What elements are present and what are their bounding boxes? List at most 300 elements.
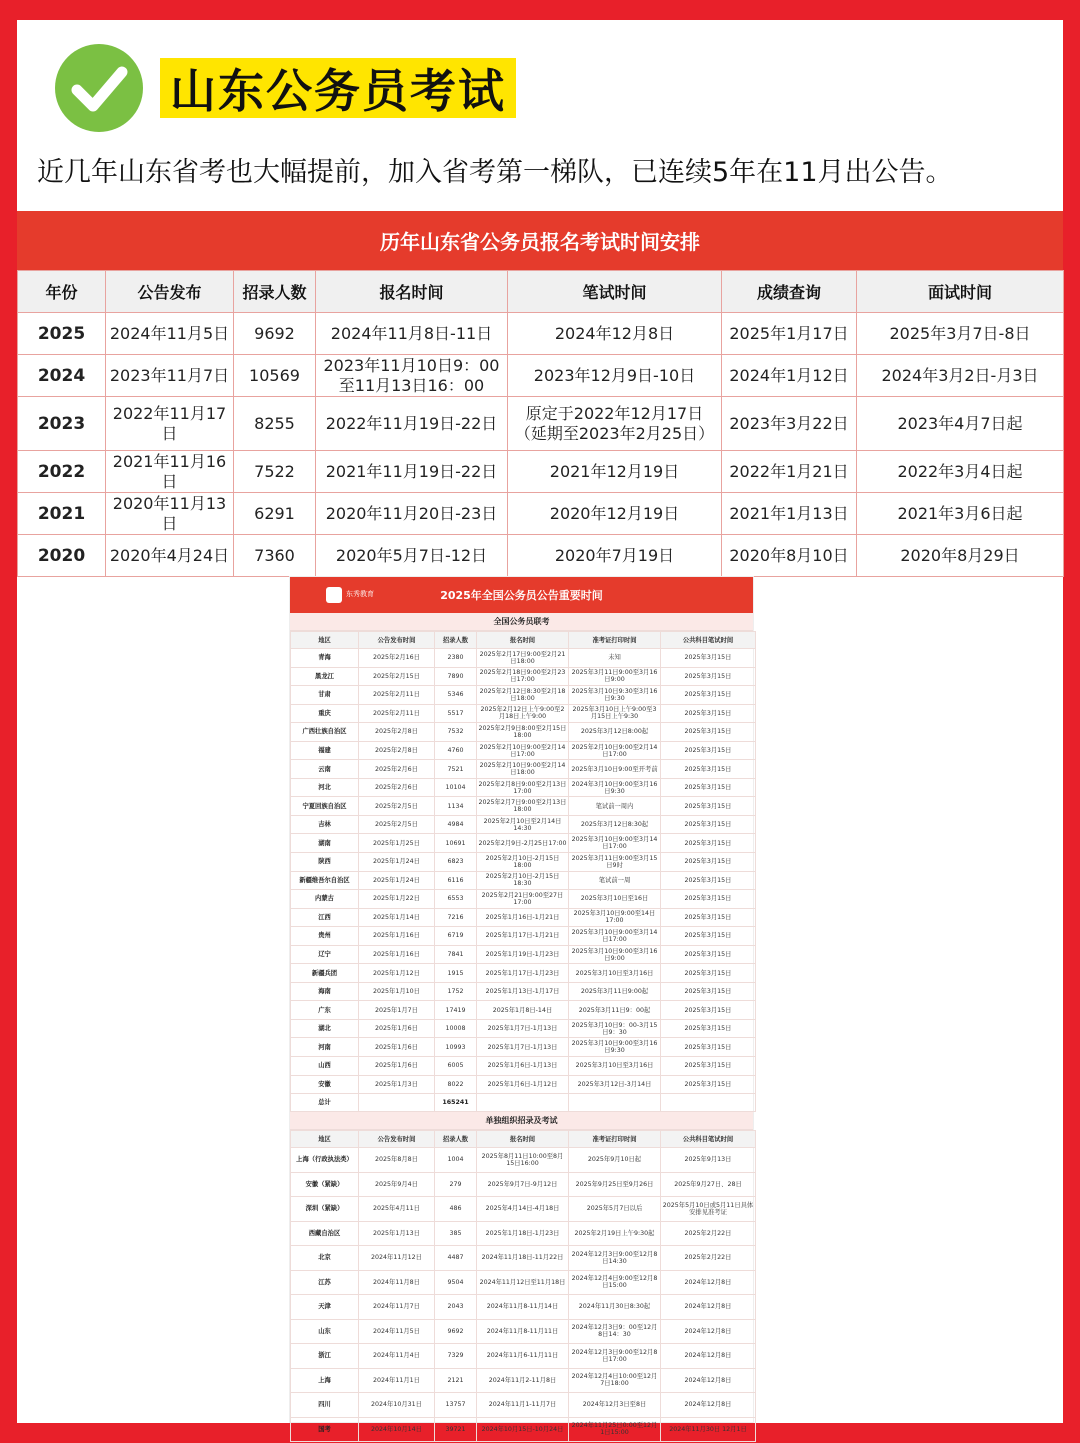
region-cell: 重庆 <box>291 704 359 723</box>
table-cell: 2024年11月6-11月11日 <box>477 1344 569 1369</box>
table-cell: 1752 <box>435 982 477 1001</box>
table-cell: 2025年3月15日 <box>661 1057 756 1076</box>
table-row <box>291 778 756 797</box>
table-cell: 2025年3月10日至3月16日 <box>569 964 661 983</box>
table-row <box>291 853 756 872</box>
table-cell: 2025年2月10日-2月15日18:30 <box>477 871 569 890</box>
table-cell: 39721 <box>435 1417 477 1442</box>
table-cell: 2024年10月31日 <box>359 1393 435 1418</box>
table-cell: 2025年2月10日9:00至2月14日18:00 <box>477 760 569 779</box>
table-cell: 2025年3月15日 <box>661 1001 756 1020</box>
table-cell: 2025年3月15日 <box>661 686 756 705</box>
region-cell: 西藏自治区 <box>291 1221 359 1246</box>
table-cell: 2025年3月12日-3月14日 <box>569 1075 661 1094</box>
table-cell: 2024年12月4日9:00至12月8日15:00 <box>569 1270 661 1295</box>
table-cell: 2121 <box>435 1368 477 1393</box>
table-cell: 2025年9月4日 <box>359 1172 435 1197</box>
table-cell: 6291 <box>234 493 316 535</box>
region-cell: 国考 <box>291 1417 359 1442</box>
table-row <box>291 1344 756 1369</box>
table-cell: 2024年10月14日 <box>359 1417 435 1442</box>
table-cell: 2025年1月13日 <box>359 1221 435 1246</box>
table-cell: 2025年2月6日 <box>359 778 435 797</box>
table-cell: 2025年2月11日 <box>359 686 435 705</box>
table-row <box>291 1197 756 1222</box>
table-cell: 2024年12月4日10:00至12月7日18:00 <box>569 1368 661 1393</box>
table-cell: 10569 <box>234 355 316 397</box>
table-cell: 2025年3月15日 <box>661 797 756 816</box>
region-cell: 新疆兵团 <box>291 964 359 983</box>
table-row <box>291 1148 756 1173</box>
table-cell: 2025年5月7日以后 <box>569 1197 661 1222</box>
table-row <box>291 686 756 705</box>
brand-logo-icon <box>326 587 342 603</box>
table-row <box>291 1393 756 1418</box>
region-cell: 山西 <box>291 1057 359 1076</box>
table-row <box>291 927 756 946</box>
table-cell: 2024年11月30日 12月1日 <box>661 1417 756 1442</box>
table-cell: 2025年3月15日 <box>661 945 756 964</box>
table-row <box>291 649 756 668</box>
table-cell: 2024年12月8日 <box>661 1368 756 1393</box>
table-cell: 2025年1月16日 <box>359 927 435 946</box>
region-cell: 新疆维吾尔自治区 <box>291 871 359 890</box>
table-cell: 2020年5月7日-12日 <box>316 535 508 577</box>
table-cell: 2020年8月29日 <box>857 535 1064 577</box>
region-cell: 河北 <box>291 778 359 797</box>
joint-exam-table <box>290 631 756 1112</box>
table-row <box>291 760 756 779</box>
embedded-header <box>290 577 753 613</box>
table-cell: 2024年10月15日-10月24日 <box>477 1417 569 1442</box>
table-cell: 2025年1月6日 <box>359 1038 435 1057</box>
table-cell: 2024年1月12日 <box>722 355 857 397</box>
year-cell: 2021 <box>18 493 106 535</box>
table-cell: 2024年3月10日9:00至3月16日9:30 <box>569 778 661 797</box>
region-cell: 北京 <box>291 1246 359 1271</box>
table-cell: 13757 <box>435 1393 477 1418</box>
table-cell: 2024年12月8日 <box>661 1270 756 1295</box>
table-cell: 2024年12月3日至8日 <box>569 1393 661 1418</box>
column-header: 公告发布时间 <box>359 1131 435 1148</box>
region-cell: 陕西 <box>291 853 359 872</box>
section-title-joint-exam: 全国公务员联考 <box>290 613 753 631</box>
table-cell: 2025年3月10日9:00至3月16日9:00 <box>569 945 661 964</box>
region-cell: 甘肃 <box>291 686 359 705</box>
table-row <box>291 908 756 927</box>
table-cell: 2025年1月8日-14日 <box>477 1001 569 1020</box>
table-cell: 4760 <box>435 741 477 760</box>
table-cell: 2023年4月7日起 <box>857 397 1064 451</box>
table-cell: 2025年2月8日 <box>359 741 435 760</box>
table-cell: 5346 <box>435 686 477 705</box>
table-cell: 2043 <box>435 1295 477 1320</box>
region-cell: 上海（行政执法类） <box>291 1148 359 1173</box>
table-body <box>18 313 1064 577</box>
region-cell: 江苏 <box>291 1270 359 1295</box>
table-cell: 2024年11月2-11月8日 <box>477 1368 569 1393</box>
table-row <box>291 1038 756 1057</box>
table-cell: 2024年11月8日-11日 <box>316 313 508 355</box>
table-cell: 2025年1月17日-1月23日 <box>477 964 569 983</box>
region-cell: 广东 <box>291 1001 359 1020</box>
table-cell: 2024年11月1-11月7日 <box>477 1393 569 1418</box>
table-cell: 2025年2月15日 <box>359 667 435 686</box>
table-cell: 2022年3月4日起 <box>857 451 1064 493</box>
region-cell: 辽宁 <box>291 945 359 964</box>
table-cell: 4984 <box>435 815 477 834</box>
table-row <box>291 1172 756 1197</box>
table-cell: 2024年11月1日 <box>359 1368 435 1393</box>
table-cell: 2025年1月6日-1月13日 <box>477 1057 569 1076</box>
table-row <box>291 1019 756 1038</box>
table-cell: 2025年2月11日 <box>359 704 435 723</box>
page-title: 山东公务员考试 <box>170 64 506 118</box>
table-cell: 2024年11月30日8:30起 <box>569 1295 661 1320</box>
table-title: 历年山东省公务员报名考试时间安排 <box>17 211 1063 270</box>
table-cell: 2024年12月3日9：00至12月8日14：30 <box>569 1319 661 1344</box>
table-cell: 2022年11月17日 <box>106 397 234 451</box>
table-row <box>291 704 756 723</box>
table-cell: 2025年2月9日8:00至2月15日18:00 <box>477 723 569 742</box>
table-cell: 2025年2月10日9:00至2月14日17:00 <box>477 741 569 760</box>
table-cell: 原定于2022年12月17日（延期至2023年2月25日） <box>508 397 722 451</box>
column-header: 公告发布时间 <box>359 632 435 649</box>
table-cell: 2024年11月8-11月11日 <box>477 1319 569 1344</box>
column-header: 面试时间 <box>857 271 1064 313</box>
column-header: 地区 <box>291 632 359 649</box>
table-cell: 2025年1月16日-1月21日 <box>477 908 569 927</box>
embedded-schedule-image <box>289 576 754 1437</box>
table-cell: 9692 <box>435 1319 477 1344</box>
region-cell: 吉林 <box>291 815 359 834</box>
region-cell: 安徽（紧缺） <box>291 1172 359 1197</box>
table-row <box>291 871 756 890</box>
table-cell: 笔试前一周内 <box>569 797 661 816</box>
table-cell: 2023年12月9日-10日 <box>508 355 722 397</box>
table-row <box>291 1221 756 1246</box>
table-row <box>291 890 756 909</box>
table-cell: 2025年1月6日-1月12日 <box>477 1075 569 1094</box>
region-cell: 广西壮族自治区 <box>291 723 359 742</box>
table-cell: 2025年2月7日9:00至2月13日18:00 <box>477 797 569 816</box>
table-cell <box>569 1094 661 1112</box>
table-cell: 2025年3月10日9:00至3月14日17:00 <box>569 834 661 853</box>
table-row <box>291 1417 756 1442</box>
table-row <box>291 1057 756 1076</box>
table-cell: 2025年1月6日 <box>359 1019 435 1038</box>
table-cell: 2025年3月15日 <box>661 964 756 983</box>
section-title-independent-exam: 单独组织招录及考试 <box>290 1112 753 1130</box>
region-cell: 深圳（紧缺） <box>291 1197 359 1222</box>
table-cell: 7890 <box>435 667 477 686</box>
table-cell: 2024年11月4日 <box>359 1344 435 1369</box>
table-cell: 2025年1月10日 <box>359 982 435 1001</box>
independent-exam-table <box>290 1130 756 1442</box>
table-cell: 2025年4月14日-4月18日 <box>477 1197 569 1222</box>
table-cell: 8255 <box>234 397 316 451</box>
column-header: 报名时间 <box>316 271 508 313</box>
table-cell: 2025年2月16日 <box>359 649 435 668</box>
table-cell: 2020年12月19日 <box>508 493 722 535</box>
table-cell: 9692 <box>234 313 316 355</box>
table-row <box>291 834 756 853</box>
table-cell: 2025年3月10日9:30至3月16日9:30 <box>569 686 661 705</box>
table-row <box>291 1075 756 1094</box>
table-cell: 2025年1月12日 <box>359 964 435 983</box>
table-cell: 2025年9月25日至9月26日 <box>569 1172 661 1197</box>
total-row <box>291 1094 756 1112</box>
table-cell: 2024年3月2日-月3日 <box>857 355 1064 397</box>
table-cell: 2025年3月15日 <box>661 853 756 872</box>
table-cell: 2025年2月12日8:30至2月18日18:00 <box>477 686 569 705</box>
table-cell: 2024年11月8-11月14日 <box>477 1295 569 1320</box>
table-row <box>291 1001 756 1020</box>
table-cell: 2024年12月8日 <box>508 313 722 355</box>
table-cell: 2025年9月27日、28日 <box>661 1172 756 1197</box>
table-cell: 2024年12月8日 <box>661 1319 756 1344</box>
year-cell: 2022 <box>18 451 106 493</box>
table-cell: 2021年1月13日 <box>722 493 857 535</box>
column-header: 报名时间 <box>477 632 569 649</box>
region-cell: 湖北 <box>291 1019 359 1038</box>
table-cell: 2025年1月25日 <box>359 834 435 853</box>
total-label: 总计 <box>291 1094 359 1112</box>
table-cell: 10993 <box>435 1038 477 1057</box>
table-cell: 2021年11月19日-22日 <box>316 451 508 493</box>
table-cell: 2025年3月10日至16日 <box>569 890 661 909</box>
table-cell: 2025年1月17日-1月21日 <box>477 927 569 946</box>
table-cell: 2025年1月7日 <box>359 1001 435 1020</box>
table-cell: 2025年9月7日-9月12日 <box>477 1172 569 1197</box>
table-row <box>18 451 1064 493</box>
column-header: 公告发布 <box>106 271 234 313</box>
table-cell: 2024年11月25日0:00至12月1日15:00 <box>569 1417 661 1442</box>
table-cell: 7532 <box>435 723 477 742</box>
table-cell: 2025年3月15日 <box>661 1075 756 1094</box>
region-cell: 天津 <box>291 1295 359 1320</box>
table-cell: 2024年12月8日 <box>661 1295 756 1320</box>
table-cell: 2025年2月10日-2月15日18:00 <box>477 853 569 872</box>
column-header: 年份 <box>18 271 106 313</box>
column-header: 报名时间 <box>477 1131 569 1148</box>
table-cell: 10104 <box>435 778 477 797</box>
table-cell: 2025年3月15日 <box>661 704 756 723</box>
exam-schedule-table <box>17 211 1063 577</box>
table-cell: 2025年1月24日 <box>359 871 435 890</box>
table-cell: 2025年1月18日-1月23日 <box>477 1221 569 1246</box>
table-cell: 4487 <box>435 1246 477 1271</box>
table-row <box>291 1319 756 1344</box>
table-cell: 2025年2月19日上午9:30起 <box>569 1221 661 1246</box>
table-cell: 2025年2月21日9:00至27日17:00 <box>477 890 569 909</box>
table-row <box>291 741 756 760</box>
table-cell: 2025年9月13日 <box>661 1148 756 1173</box>
table-cell: 2025年3月15日 <box>661 1038 756 1057</box>
table-row <box>18 397 1064 451</box>
table-cell: 2025年3月15日 <box>661 723 756 742</box>
region-cell: 黑龙江 <box>291 667 359 686</box>
table-cell: 2025年8月8日 <box>359 1148 435 1173</box>
table-cell: 2025年3月10日9:00至开考前 <box>569 760 661 779</box>
table-cell: 2025年1月7日-1月13日 <box>477 1038 569 1057</box>
table-cell: 2025年2月22日 <box>661 1246 756 1271</box>
table-cell: 2025年1月17日 <box>722 313 857 355</box>
table-cell: 2025年3月15日 <box>661 667 756 686</box>
column-header: 招录人数 <box>234 271 316 313</box>
table-cell: 2025年2月10日至2月14日14:30 <box>477 815 569 834</box>
table-cell: 9504 <box>435 1270 477 1295</box>
table-cell: 6553 <box>435 890 477 909</box>
table-cell: 2024年12月3日9:00至12月8日14:30 <box>569 1246 661 1271</box>
table-cell: 2025年3月12日8:30起 <box>569 815 661 834</box>
region-cell: 安徽 <box>291 1075 359 1094</box>
table-cell: 笔试前一周 <box>569 871 661 890</box>
table-cell: 10008 <box>435 1019 477 1038</box>
table-header-row <box>18 271 1064 313</box>
table-cell: 7521 <box>435 760 477 779</box>
table-cell <box>359 1094 435 1112</box>
table-cell: 2020年11月13日 <box>106 493 234 535</box>
table-cell: 1004 <box>435 1148 477 1173</box>
table-cell: 2025年3月15日 <box>661 982 756 1001</box>
table-cell: 2025年2月10日9:00至2月14日17:00 <box>569 741 661 760</box>
column-header: 公共科目笔试时间 <box>661 632 756 649</box>
table-row <box>18 355 1064 397</box>
table-cell: 2024年11月12日 <box>359 1246 435 1271</box>
table-cell: 2025年3月7日-8日 <box>857 313 1064 355</box>
table-cell: 2020年4月24日 <box>106 535 234 577</box>
table-cell: 2021年3月6日起 <box>857 493 1064 535</box>
year-cell: 2025 <box>18 313 106 355</box>
table-cell: 6719 <box>435 927 477 946</box>
table-cell: 2025年1月6日 <box>359 1057 435 1076</box>
table-cell: 10691 <box>435 834 477 853</box>
region-cell: 福建 <box>291 741 359 760</box>
table-cell: 2025年3月11日9:00起 <box>569 982 661 1001</box>
table-row <box>18 313 1064 355</box>
table-cell: 2025年3月15日 <box>661 908 756 927</box>
table-cell: 2025年2月8日9:00至2月13日17:00 <box>477 778 569 797</box>
table-cell: 2025年1月22日 <box>359 890 435 909</box>
table-cell: 2020年8月10日 <box>722 535 857 577</box>
table-cell: 2025年2月17日9:00至2月21日18:00 <box>477 649 569 668</box>
column-header: 笔试时间 <box>508 271 722 313</box>
year-cell: 2023 <box>18 397 106 451</box>
year-cell: 2020 <box>18 535 106 577</box>
checkmark-icon <box>55 44 143 132</box>
page <box>17 20 1063 1437</box>
table-cell: 2025年1月24日 <box>359 853 435 872</box>
table-cell: 8022 <box>435 1075 477 1094</box>
table-cell: 2025年3月15日 <box>661 1019 756 1038</box>
table-row <box>291 1270 756 1295</box>
region-cell: 青海 <box>291 649 359 668</box>
year-cell: 2024 <box>18 355 106 397</box>
table-row <box>291 982 756 1001</box>
table-cell: 2025年5月10日或5月11日具体安排见准考证 <box>661 1197 756 1222</box>
table-cell: 7522 <box>234 451 316 493</box>
region-cell: 贵州 <box>291 927 359 946</box>
table-row <box>291 815 756 834</box>
table-cell: 6823 <box>435 853 477 872</box>
table-cell: 6005 <box>435 1057 477 1076</box>
table-cell: 2025年9月10日起 <box>569 1148 661 1173</box>
table-cell: 2025年3月15日 <box>661 778 756 797</box>
table-cell: 2025年3月11日9:00至3月15日9时 <box>569 853 661 872</box>
table-cell: 2025年3月11日9：00起 <box>569 1001 661 1020</box>
table-cell: 2023年11月10日9：00至11月13日16：00 <box>316 355 508 397</box>
table-cell: 2025年8月11日10:00至8月15日16:00 <box>477 1148 569 1173</box>
brand-logo-text: 东秀教育 <box>346 590 374 598</box>
region-cell: 河南 <box>291 1038 359 1057</box>
table-cell <box>661 1094 756 1112</box>
table-cell: 2025年3月12日8:00起 <box>569 723 661 742</box>
table-cell: 2025年2月12日上午9:00至2月18日上午9:00 <box>477 704 569 723</box>
embedded-title: 2025年全国公务员公告重要时间 <box>440 589 603 602</box>
table-row <box>291 1368 756 1393</box>
table-cell: 2024年12月8日 <box>661 1393 756 1418</box>
region-cell: 云南 <box>291 760 359 779</box>
table-cell: 385 <box>435 1221 477 1246</box>
table-cell <box>477 1094 569 1112</box>
table-cell: 2024年12月3日9:00至12月8日17:00 <box>569 1344 661 1369</box>
table-cell: 2023年3月22日 <box>722 397 857 451</box>
table-cell: 7216 <box>435 908 477 927</box>
page-title-banner <box>160 58 516 118</box>
table-row <box>18 535 1064 577</box>
region-cell: 上海 <box>291 1368 359 1393</box>
table-cell: 2025年4月11日 <box>359 1197 435 1222</box>
table-cell: 17419 <box>435 1001 477 1020</box>
subtitle: 近几年山东省考也大幅提前，加入省考第一梯队，已连续5年在11月出公告。 <box>37 157 953 188</box>
region-cell: 内蒙古 <box>291 890 359 909</box>
column-header: 准考证打印时间 <box>569 1131 661 1148</box>
table-cell: 2025年3月10日9:00至3月16日9:30 <box>569 1038 661 1057</box>
table-cell: 2025年3月15日 <box>661 760 756 779</box>
table-cell: 2022年11月19日-22日 <box>316 397 508 451</box>
region-cell: 浙江 <box>291 1344 359 1369</box>
table-cell: 2025年3月10日至3月16日 <box>569 1057 661 1076</box>
table-cell: 2025年3月10日9:00至14日17:00 <box>569 908 661 927</box>
table-cell: 2024年11月5日 <box>106 313 234 355</box>
table-row <box>291 945 756 964</box>
table-cell: 486 <box>435 1197 477 1222</box>
table-cell: 2025年2月18日9:00至2月23日17:00 <box>477 667 569 686</box>
table-row <box>291 723 756 742</box>
table-cell: 2024年11月7日 <box>359 1295 435 1320</box>
table-cell: 2025年3月15日 <box>661 649 756 668</box>
column-header: 准考证打印时间 <box>569 632 661 649</box>
table-cell: 2021年11月16日 <box>106 451 234 493</box>
column-header: 招录人数 <box>435 1131 477 1148</box>
column-header: 招录人数 <box>435 632 477 649</box>
column-header: 公共科目笔试时间 <box>661 1131 756 1148</box>
table-cell: 2025年1月13日-1月17日 <box>477 982 569 1001</box>
region-cell: 四川 <box>291 1393 359 1418</box>
table-cell: 2025年1月7日-1月13日 <box>477 1019 569 1038</box>
table-cell: 6116 <box>435 871 477 890</box>
table-cell: 2025年1月14日 <box>359 908 435 927</box>
region-cell: 海南 <box>291 982 359 1001</box>
table-cell: 2025年2月22日 <box>661 1221 756 1246</box>
table-cell: 2021年12月19日 <box>508 451 722 493</box>
table-cell: 2025年3月15日 <box>661 871 756 890</box>
table-cell: 2024年11月5日 <box>359 1319 435 1344</box>
table-row <box>291 797 756 816</box>
table-cell: 2025年2月8日 <box>359 723 435 742</box>
table-row <box>291 1295 756 1320</box>
